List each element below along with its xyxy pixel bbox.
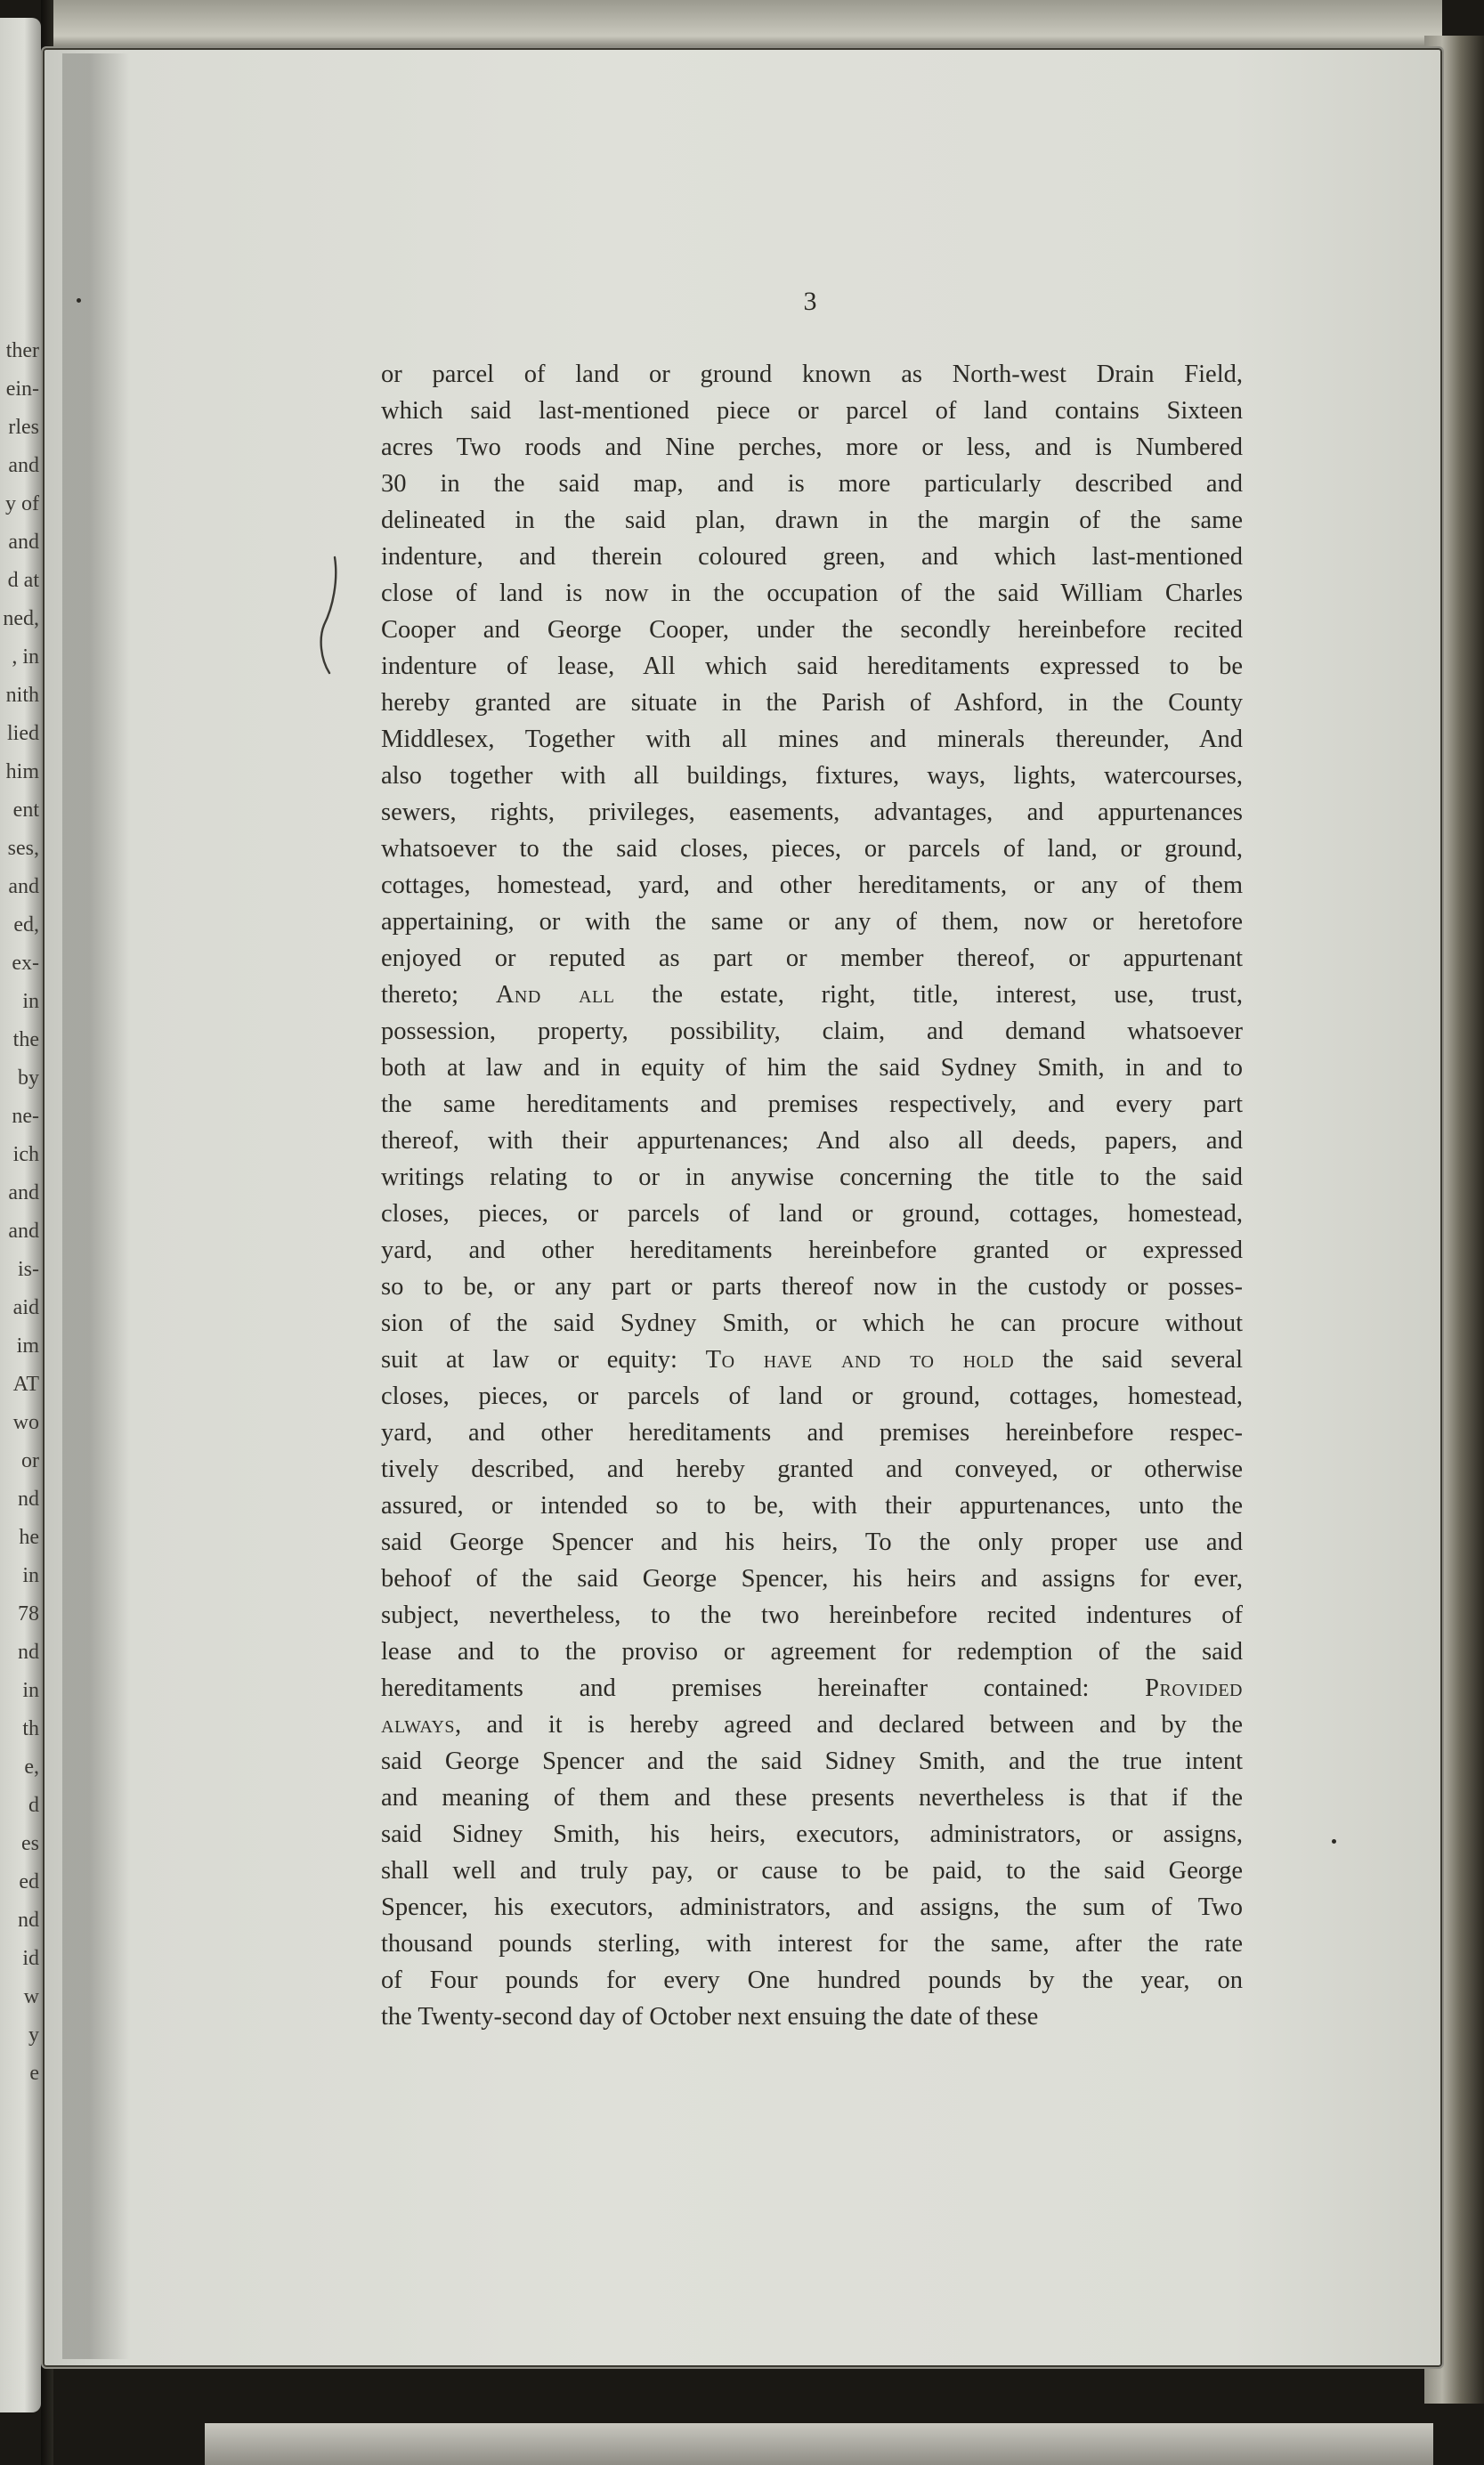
fold-shadow (62, 53, 130, 2359)
facing-page-word-fragment: wo (12, 1411, 39, 1434)
facing-page-word-fragment: y (28, 2023, 39, 2047)
facing-page-word-fragment: him (5, 760, 39, 783)
text-line: subject, nevertheless, to the two hereinbefore recited indentures of (381, 1601, 1243, 1629)
body-text (381, 356, 1243, 2035)
facing-page-word-fragment: ses, (7, 837, 39, 860)
facing-page-word-fragment: and (8, 875, 39, 898)
facing-page-word-fragment: ed (19, 1870, 39, 1893)
text-line: Spencer, his executors, administrators, and assigns, the sum of Two (381, 1893, 1243, 1921)
text-line: delineated in the said plan, drawn in the margin of the same (381, 507, 1243, 534)
facing-page-word-fragment: d at (7, 569, 39, 592)
facing-page-word-fragment: ther (5, 339, 39, 362)
text-line: closes, pieces, or parcels of land or ground, cottages, homestead, (381, 1200, 1243, 1228)
text-line: of Four pounds for every One hundred pounds by the year, on (381, 1966, 1243, 1994)
text-line: thereto; And all the estate, right, title, interest, use, trust, (381, 981, 1243, 1009)
text-line: or parcel of land or ground known as North-west Drain Field, (381, 361, 1243, 388)
facing-page-word-fragment: he (19, 1526, 39, 1549)
facing-page-word-fragment: 78 (18, 1602, 39, 1626)
text-line: shall well and truly pay, or cause to be paid, to the said George (381, 1857, 1243, 1885)
facing-page-word-fragment: th (22, 1717, 39, 1740)
facing-page-word-fragment: im (16, 1334, 39, 1358)
text-line: behoof of the said George Spencer, his heirs and assigns for ever, (381, 1565, 1243, 1593)
facing-page-word-fragment: by (18, 1066, 39, 1090)
print-speck (1332, 1839, 1336, 1844)
facing-page-fragment (0, 18, 41, 2412)
text-line: suit at law or equity: To have and to hold the said several (381, 1346, 1243, 1374)
facing-page-word-fragment: ent (12, 799, 39, 822)
text-line: tively described, and hereby granted and conveyed, or otherwise (381, 1455, 1243, 1483)
underlying-sheet (205, 2423, 1433, 2465)
text-line: Middlesex, Together with all mines and minerals thereunder, And (381, 726, 1243, 753)
text-line: thereof, with their appurtenances; And also all deeds, papers, and (381, 1127, 1243, 1155)
facing-page-word-fragment: ein- (5, 377, 39, 401)
facing-page-word-fragment: nith (5, 684, 39, 707)
facing-page-word-fragment: the (12, 1028, 39, 1051)
text-line: hereby granted are situate in the Parish of Ashford, in the County (381, 689, 1243, 717)
facing-page-word-fragment: and (8, 1181, 39, 1204)
text-line: acres Two roods and Nine perches, more or less, and is Numbered (381, 434, 1243, 461)
facing-page-word-fragment: es (21, 1832, 39, 1855)
facing-page-word-fragment: lied (7, 722, 39, 745)
text-line: sewers, rights, privileges, easements, advantages, and appurtenances (381, 799, 1243, 826)
facing-page-word-fragment: , in (12, 645, 39, 669)
facing-page-word-fragment: aid (12, 1296, 39, 1319)
facing-page-word-fragment: nd (18, 1488, 39, 1511)
facing-page-word-fragment: in (22, 1564, 39, 1587)
facing-page-word-fragment: is- (18, 1258, 39, 1281)
text-line: indenture of lease, All which said hereditaments expressed to be (381, 653, 1243, 680)
facing-page-word-fragment: ned, (3, 607, 39, 630)
text-line: the same hereditaments and premises respectively, and every part (381, 1091, 1243, 1118)
text-line: Cooper and George Cooper, under the secondly hereinbefore recited (381, 616, 1243, 644)
text-line: said George Spencer and the said Sidney Smith, and the true intent (381, 1747, 1243, 1775)
text-line: which said last-mentioned piece or parcel of land contains Sixteen (381, 397, 1243, 425)
facing-page-word-fragment: nd (18, 1909, 39, 1932)
facing-page-word-fragment: id (22, 1947, 39, 1970)
text-line: possession, property, possibility, claim, and demand whatsoever (381, 1018, 1243, 1045)
facing-page-word-fragment: ex- (12, 952, 39, 975)
text-line: whatsoever to the said closes, pieces, or parcels of land, or ground, (381, 835, 1243, 863)
text-line: always, and it is hereby agreed and declared between and by the (381, 1711, 1243, 1739)
previous-sheet-edge (53, 0, 1442, 52)
text-line: yard, and other hereditaments hereinbefore granted or expressed (381, 1237, 1243, 1264)
text-line: assured, or intended so to be, with their appurtenances, unto the (381, 1492, 1243, 1520)
text-line: closes, pieces, or parcels of land or ground, cottages, homestead, (381, 1383, 1243, 1410)
text-line: said Sidney Smith, his heirs, executors, administrators, or assigns, (381, 1820, 1243, 1848)
facing-page-word-fragment: in (22, 990, 39, 1013)
text-line: writings relating to or in anywise concerning the title to the said (381, 1164, 1243, 1191)
text-line: both at law and in equity of him the said Sydney Smith, in and to (381, 1054, 1243, 1082)
print-speck (77, 298, 81, 303)
text-line: enjoyed or reputed as part or member thereof, or appurtenant (381, 945, 1243, 972)
facing-page-word-fragment: and (8, 1220, 39, 1243)
text-line: the Twenty-second day of October next ensuing the date of these (381, 2003, 1039, 2031)
facing-page-word-fragment: rles (8, 416, 39, 439)
facing-page-word-fragment: and (8, 531, 39, 554)
text-line: indenture, and therein coloured green, and which last-mentioned (381, 543, 1243, 571)
facing-page-word-fragment: in (22, 1679, 39, 1702)
facing-page-word-fragment: and (8, 454, 39, 477)
text-line: lease and to the proviso or agreement for redemption of the said (381, 1638, 1243, 1666)
text-line: so to be, or any part or parts thereof now in the custody or posses- (381, 1273, 1243, 1301)
facing-page-word-fragment: nd (18, 1641, 39, 1664)
facing-page-word-fragment: e, (24, 1756, 39, 1779)
text-line: thousand pounds sterling, with interest for the same, after the rate (381, 1930, 1243, 1958)
text-line: close of land is now in the occupation of the said William Charles (381, 580, 1243, 607)
text-line: appertaining, or with the same or any of them, now or heretofore (381, 908, 1243, 936)
facing-page-word-fragment: AT (12, 1373, 39, 1396)
facing-page-word-fragment: ed, (13, 913, 39, 937)
facing-page-word-fragment: or (21, 1449, 39, 1472)
text-line: said George Spencer and his heirs, To the only proper use and (381, 1528, 1243, 1556)
page-number: 3 (803, 287, 817, 316)
facing-page-word-fragment: ich (12, 1143, 39, 1166)
text-line: yard, and other hereditaments and premises hereinbefore respec- (381, 1419, 1243, 1447)
facing-page-word-fragment: ne- (12, 1105, 39, 1128)
facing-page-word-fragment: w (23, 1985, 39, 2008)
text-line: also together with all buildings, fixtures, ways, lights, watercourses, (381, 762, 1243, 790)
facing-page-word-fragment: y of (5, 492, 39, 515)
pencil-bracket-mark (312, 554, 347, 678)
text-line: and meaning of them and these presents nevertheless is that if the (381, 1784, 1243, 1812)
text-line: cottages, homestead, yard, and other hereditaments, or any of them (381, 872, 1243, 899)
text-line: hereditaments and premises hereinafter contained: Provided (381, 1674, 1243, 1702)
text-line: sion of the said Sydney Smith, or which he can procure without (381, 1310, 1243, 1337)
facing-page-word-fragment: e (29, 2062, 39, 2085)
text-line: 30 in the said map, and is more particularly described and (381, 470, 1243, 498)
facing-page-word-fragment: d (28, 1794, 39, 1817)
